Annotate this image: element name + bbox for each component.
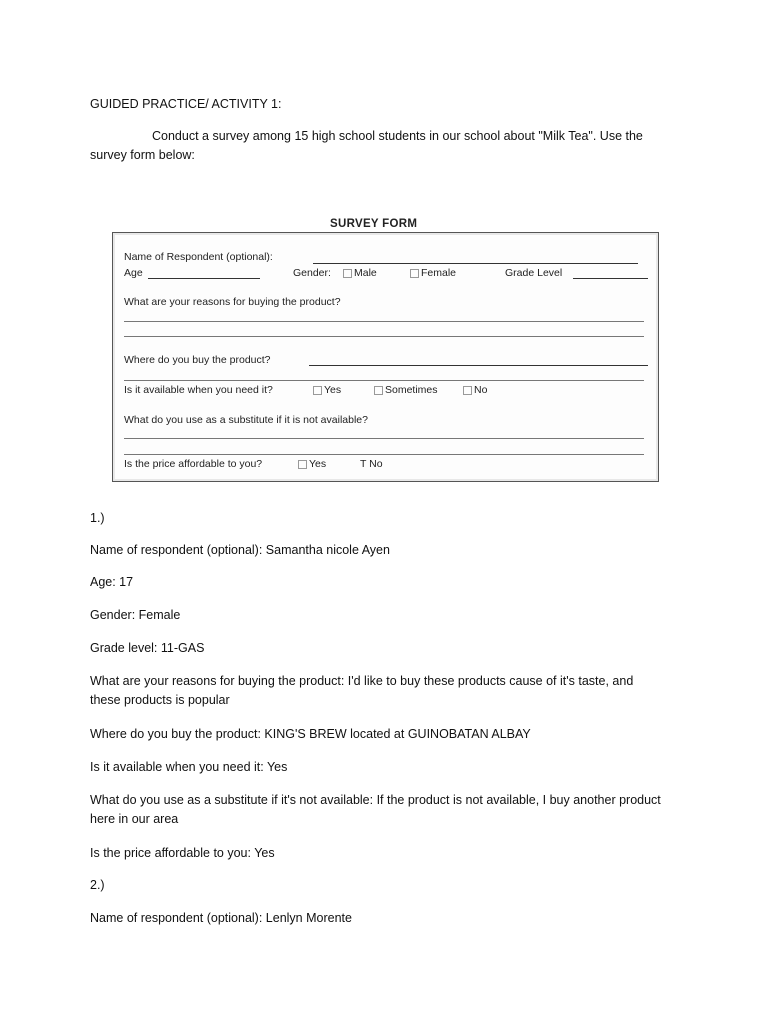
- response-1-where: Where do you buy the product: KING'S BREW located at GUINOBATAN ALBAY: [90, 727, 531, 741]
- form-grade-line: [573, 278, 648, 279]
- response-1-substitute-line-2: here in our area: [90, 812, 179, 826]
- response-2-number: 2.): [90, 878, 105, 892]
- response-1-substitute-line-1: What do you use as a substitute if it's not available: If the product is not available, I buy another product: [90, 793, 661, 807]
- form-answer-line: [124, 438, 644, 439]
- form-gender-label: Gender:: [293, 267, 331, 279]
- checkbox-icon: [298, 460, 307, 469]
- response-1-reasons-line-1: What are your reasons for buying the product: I'd like to buy these products cause of it's taste, and: [90, 674, 634, 688]
- form-available-question: Is it available when you need it?: [124, 384, 273, 396]
- response-1-age: Age: 17: [90, 575, 134, 589]
- form-available-yes: Yes: [313, 384, 341, 396]
- checkbox-icon: [343, 269, 352, 278]
- form-age-line: [148, 278, 260, 279]
- form-name-label: Name of Respondent (optional):: [124, 251, 273, 263]
- checkbox-icon: [410, 269, 419, 278]
- form-price-yes: Yes: [298, 458, 326, 470]
- form-male-option: Male: [343, 267, 377, 279]
- response-1-available: Is it available when you need it: Yes: [90, 760, 288, 774]
- form-female-option: Female: [410, 267, 456, 279]
- response-1-name: Name of respondent (optional): Samantha nicole Ayen: [90, 543, 390, 557]
- form-where-line: [309, 365, 648, 366]
- response-1-grade: Grade level: 11-GAS: [90, 641, 205, 655]
- response-1-reasons-line-2: these products is popular: [90, 693, 230, 707]
- form-name-line: [313, 263, 638, 264]
- form-grade-label: Grade Level: [505, 267, 563, 279]
- form-answer-line: [124, 380, 644, 381]
- activity-heading: GUIDED PRACTICE/ ACTIVITY 1:: [90, 97, 282, 111]
- checkbox-icon: [374, 386, 383, 395]
- form-age-label: Age: [124, 267, 143, 279]
- checkbox-icon: [313, 386, 322, 395]
- form-price-question: Is the price affordable to you?: [124, 458, 263, 470]
- form-answer-line: [124, 336, 644, 337]
- survey-form-title: SURVEY FORM: [330, 218, 418, 230]
- response-2-name: Name of respondent (optional): Lenlyn Morente: [90, 911, 352, 925]
- instruction-line-1: Conduct a survey among 15 high school students in our school about "Milk Tea". Use the: [152, 129, 643, 143]
- response-1-price: Is the price affordable to you: Yes: [90, 846, 275, 860]
- form-where-question: Where do you buy the product?: [124, 354, 271, 366]
- checkbox-icon: [463, 386, 472, 395]
- response-1-number: 1.): [90, 511, 105, 525]
- form-available-sometimes: Sometimes: [374, 384, 438, 396]
- form-available-no: No: [463, 384, 487, 396]
- response-1-gender: Gender: Female: [90, 608, 181, 622]
- form-substitute-question: What do you use as a substitute if it is not available?: [124, 414, 368, 426]
- form-price-no: T No: [360, 458, 383, 470]
- form-answer-line: [124, 321, 644, 322]
- survey-form-image: [112, 232, 659, 482]
- form-answer-line: [124, 454, 644, 455]
- form-reasons-question: What are your reasons for buying the product?: [124, 296, 341, 308]
- instruction-line-2: survey form below:: [90, 148, 195, 162]
